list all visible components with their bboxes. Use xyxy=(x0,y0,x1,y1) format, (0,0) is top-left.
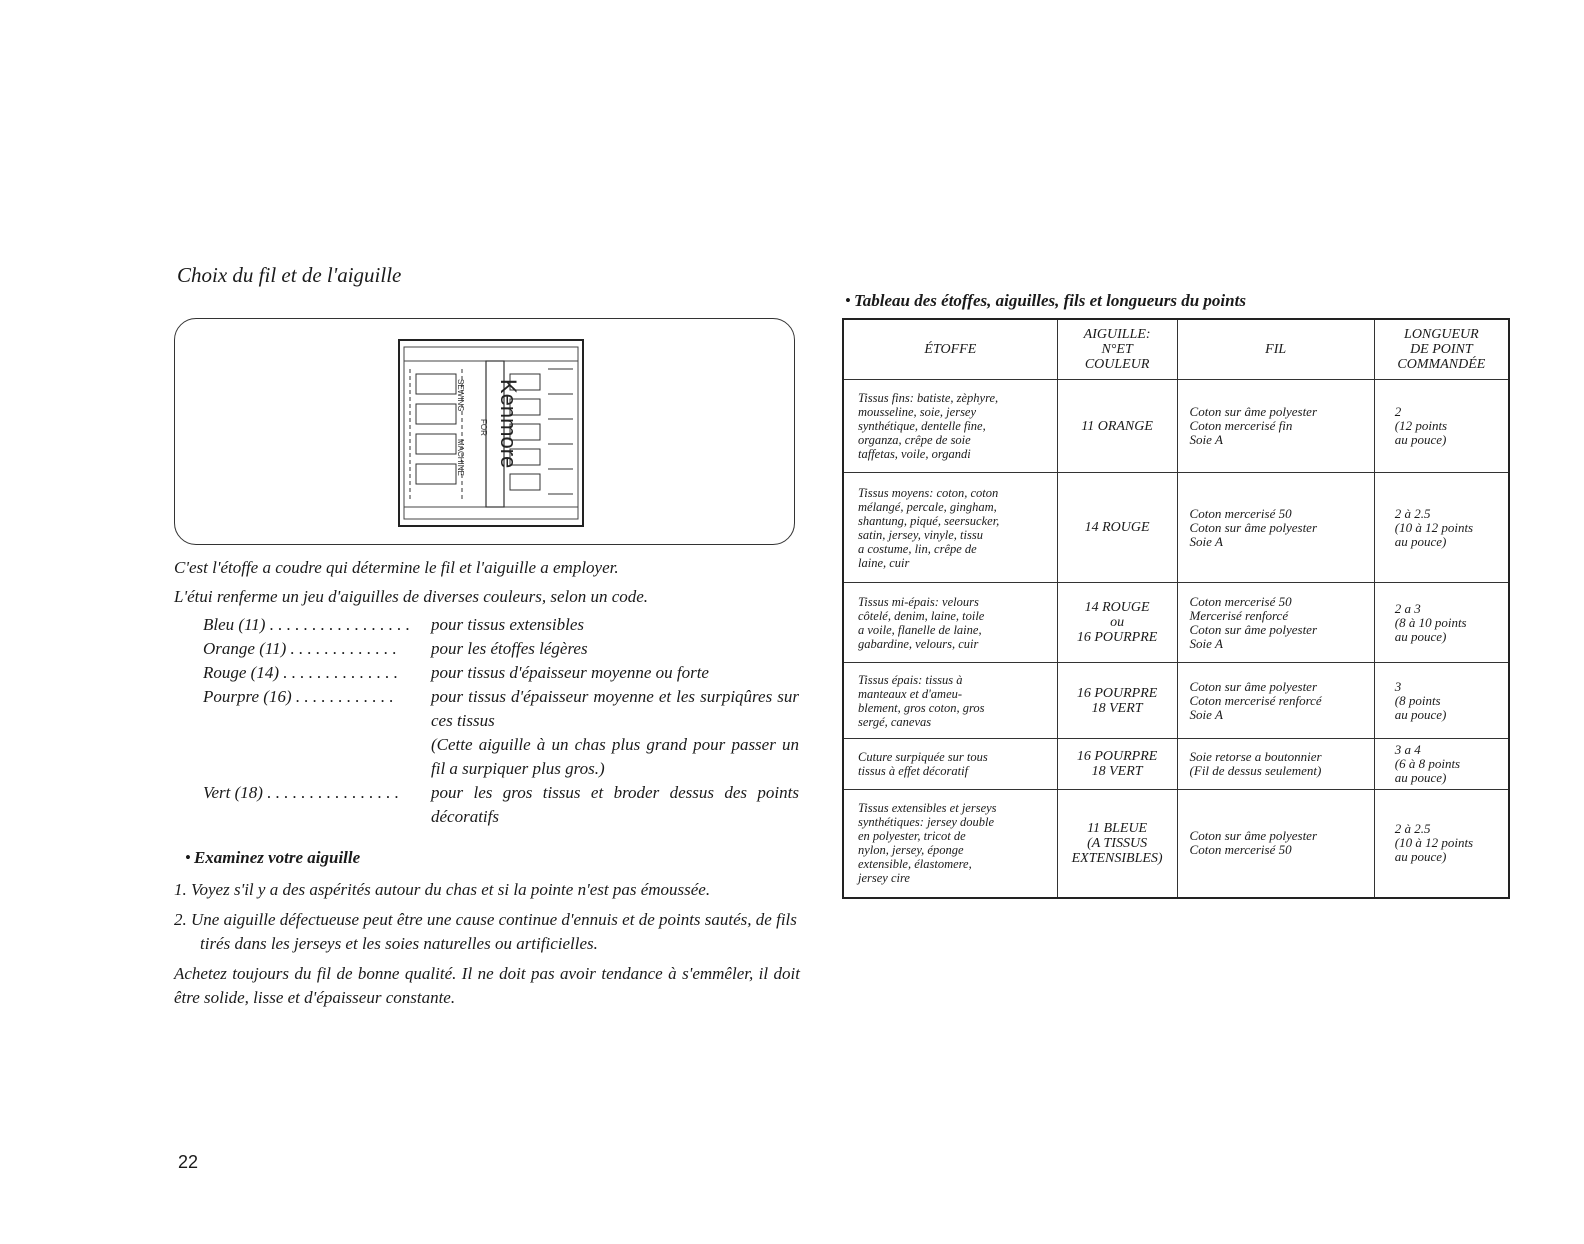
cell-fil: Coton sur âme polyester Coton mercerisé fin Soie A xyxy=(1177,380,1374,473)
col-header-longueur: LONGUEUR DE POINT COMMANDÉE xyxy=(1374,319,1509,380)
needle-case-illustration xyxy=(398,339,584,527)
cell-longueur: 2 à 2.5 (10 à 12 points au pouce) xyxy=(1374,473,1509,583)
intro-line-1: C'est l'étoffe a coudre qui détermine le fil et l'aiguille a employer. xyxy=(174,558,619,577)
needle-code-label xyxy=(203,733,431,781)
cell-longueur: 3 (8 points au pouce) xyxy=(1374,663,1509,739)
page-number: 22 xyxy=(178,1152,199,1172)
cell-aiguille: 11 BLEUE (A TISSUS EXTENSIBLES) xyxy=(1057,790,1177,898)
section-heading-text: Examinez votre aiguille xyxy=(193,848,361,867)
bullet-icon: • xyxy=(845,291,851,310)
table-row xyxy=(843,473,1509,583)
fabric-needle-table xyxy=(842,318,1510,899)
needle-code-row xyxy=(203,685,799,733)
cell-etoffe: Tissus fins: batiste, zèphyre, mousseline, soie, jersey synthétique, dentelle fine, organza, crêpe de soie taffetas, voile, organdi xyxy=(843,380,1057,473)
needle-code-label: Orange (11) . . . . . . . . . . . . . xyxy=(203,639,397,658)
case-mid-text: MACHINE xyxy=(456,439,465,476)
table-row xyxy=(843,739,1509,790)
cell-longueur: 2 à 2.5 (10 à 12 points au pouce) xyxy=(1374,790,1509,898)
cell-fil: Coton mercerisé 50 Coton sur âme polyester Soie A xyxy=(1177,473,1374,583)
needle-code-row xyxy=(203,661,799,685)
bullet-icon: • xyxy=(185,848,191,867)
case-brand-text: Kenmore xyxy=(496,379,521,469)
table-row xyxy=(843,380,1509,473)
needle-code-row xyxy=(203,781,799,829)
cell-aiguille: 14 ROUGE ou 16 POURPRE xyxy=(1057,583,1177,663)
col-header-aiguille: AIGUILLE: N°ET COULEUR xyxy=(1057,319,1177,380)
cell-longueur: 2 a 3 (8 à 10 points au pouce) xyxy=(1374,583,1509,663)
col-header-fil: FIL xyxy=(1177,319,1374,380)
cell-etoffe: Tissus extensibles et jerseys synthétiques: jersey double en polyester, tricot de nylon, jersey, éponge extensible, élastomere, jersey cire xyxy=(843,790,1057,898)
needle-code-label: Bleu (11) . . . . . . . . . . . . . . . . . xyxy=(203,615,410,634)
needle-code-desc: pour les gros tissus et broder dessus des points décoratifs xyxy=(431,783,799,826)
needle-code-desc: pour tissus d'épaisseur moyenne ou forte xyxy=(431,663,709,682)
needle-code-desc: pour les étoffes légères xyxy=(431,639,588,658)
page-title: Choix du fil et de l'aiguille xyxy=(177,263,402,287)
numbered-item-text: 2. Une aiguille défectueuse peut être une cause continue d'ennuis et de points sautés, de fils tirés dans les jerseys et les soies naturelles ou artificielles. xyxy=(174,910,797,953)
needle-code-desc: (Cette aiguille à un chas plus grand pour passer un fil a surpiquer plus gros.) xyxy=(431,735,799,778)
table-title-text: Tableau des étoffes, aiguilles, fils et longueurs du points xyxy=(853,291,1246,310)
cell-fil: Coton sur âme polyester Coton mercerisé renforcé Soie A xyxy=(1177,663,1374,739)
needle-code-desc: pour tissus d'épaisseur moyenne et les surpiqûres sur ces tissus xyxy=(431,687,799,730)
needle-code-row xyxy=(203,637,799,661)
needle-code-list xyxy=(203,613,799,829)
cell-fil: Coton mercerisé 50 Mercerisé renforcé Coton sur âme polyester Soie A xyxy=(1177,583,1374,663)
cell-aiguille: 16 POURPRE 18 VERT xyxy=(1057,663,1177,739)
cell-etoffe: Tissus épais: tissus à manteaux et d'ameu- blement, gros coton, gros sergé, canevas xyxy=(843,663,1057,739)
needle-code-label: Vert (18) . . . . . . . . . . . . . . . . xyxy=(203,783,399,802)
case-right-text: FOR xyxy=(479,419,488,436)
table-row xyxy=(843,583,1509,663)
cell-aiguille: 14 ROUGE xyxy=(1057,473,1177,583)
needle-code-desc: pour tissus extensibles xyxy=(431,615,584,634)
table-row xyxy=(843,663,1509,739)
table-title xyxy=(845,291,1246,311)
numbered-item-2 xyxy=(174,908,800,956)
cell-longueur: 2 (12 points au pouce) xyxy=(1374,380,1509,473)
cell-aiguille: 16 POURPRE 18 VERT xyxy=(1057,739,1177,790)
table-row xyxy=(843,790,1509,898)
cell-fil: Coton sur âme polyester Coton mercerisé 50 xyxy=(1177,790,1374,898)
cell-fil: Soie retorse a boutonnier (Fil de dessus seulement) xyxy=(1177,739,1374,790)
table-header-row xyxy=(843,319,1509,380)
cell-etoffe: Tissus mi-épais: velours côtelé, denim, laine, toile a voile, flanelle de laine, gabardine, velours, cuir xyxy=(843,583,1057,663)
cell-aiguille: 11 ORANGE xyxy=(1057,380,1177,473)
numbered-item-1 xyxy=(174,878,800,902)
needle-case-frame xyxy=(174,318,795,545)
needle-code-label: Pourpre (16) . . . . . . . . . . . . xyxy=(203,687,394,706)
section-heading xyxy=(185,848,360,868)
needle-code-row xyxy=(203,733,799,781)
cell-etoffe: Tissus moyens: coton, coton mélangé, percale, gingham, shantung, piqué, seersucker, satin, jersey, vinyle, tissu a costume, lin, crêpe de laine, cuir xyxy=(843,473,1057,583)
cell-etoffe: Cuture surpiquée sur tous tissus à effet décoratif xyxy=(843,739,1057,790)
numbered-item-text: 1. Voyez s'il y a des aspérités autour du chas et si la pointe n'est pas émoussée. xyxy=(174,880,711,899)
closing-paragraph: Achetez toujours du fil de bonne qualité. Il ne doit pas avoir tendance à s'emmêler, il doit être solide, lisse et d'épaisseur constante. xyxy=(174,964,800,1007)
intro-line-2: L'étui renferme un jeu d'aiguilles de diverses couleurs, selon un code. xyxy=(174,587,649,606)
col-header-etoffe: ÉTOFFE xyxy=(843,319,1057,380)
cell-longueur: 3 a 4 (6 à 8 points au pouce) xyxy=(1374,739,1509,790)
case-left-text: SEWING xyxy=(456,379,465,412)
needle-code-label: Rouge (14) . . . . . . . . . . . . . . xyxy=(203,663,399,682)
needle-code-row xyxy=(203,613,799,637)
